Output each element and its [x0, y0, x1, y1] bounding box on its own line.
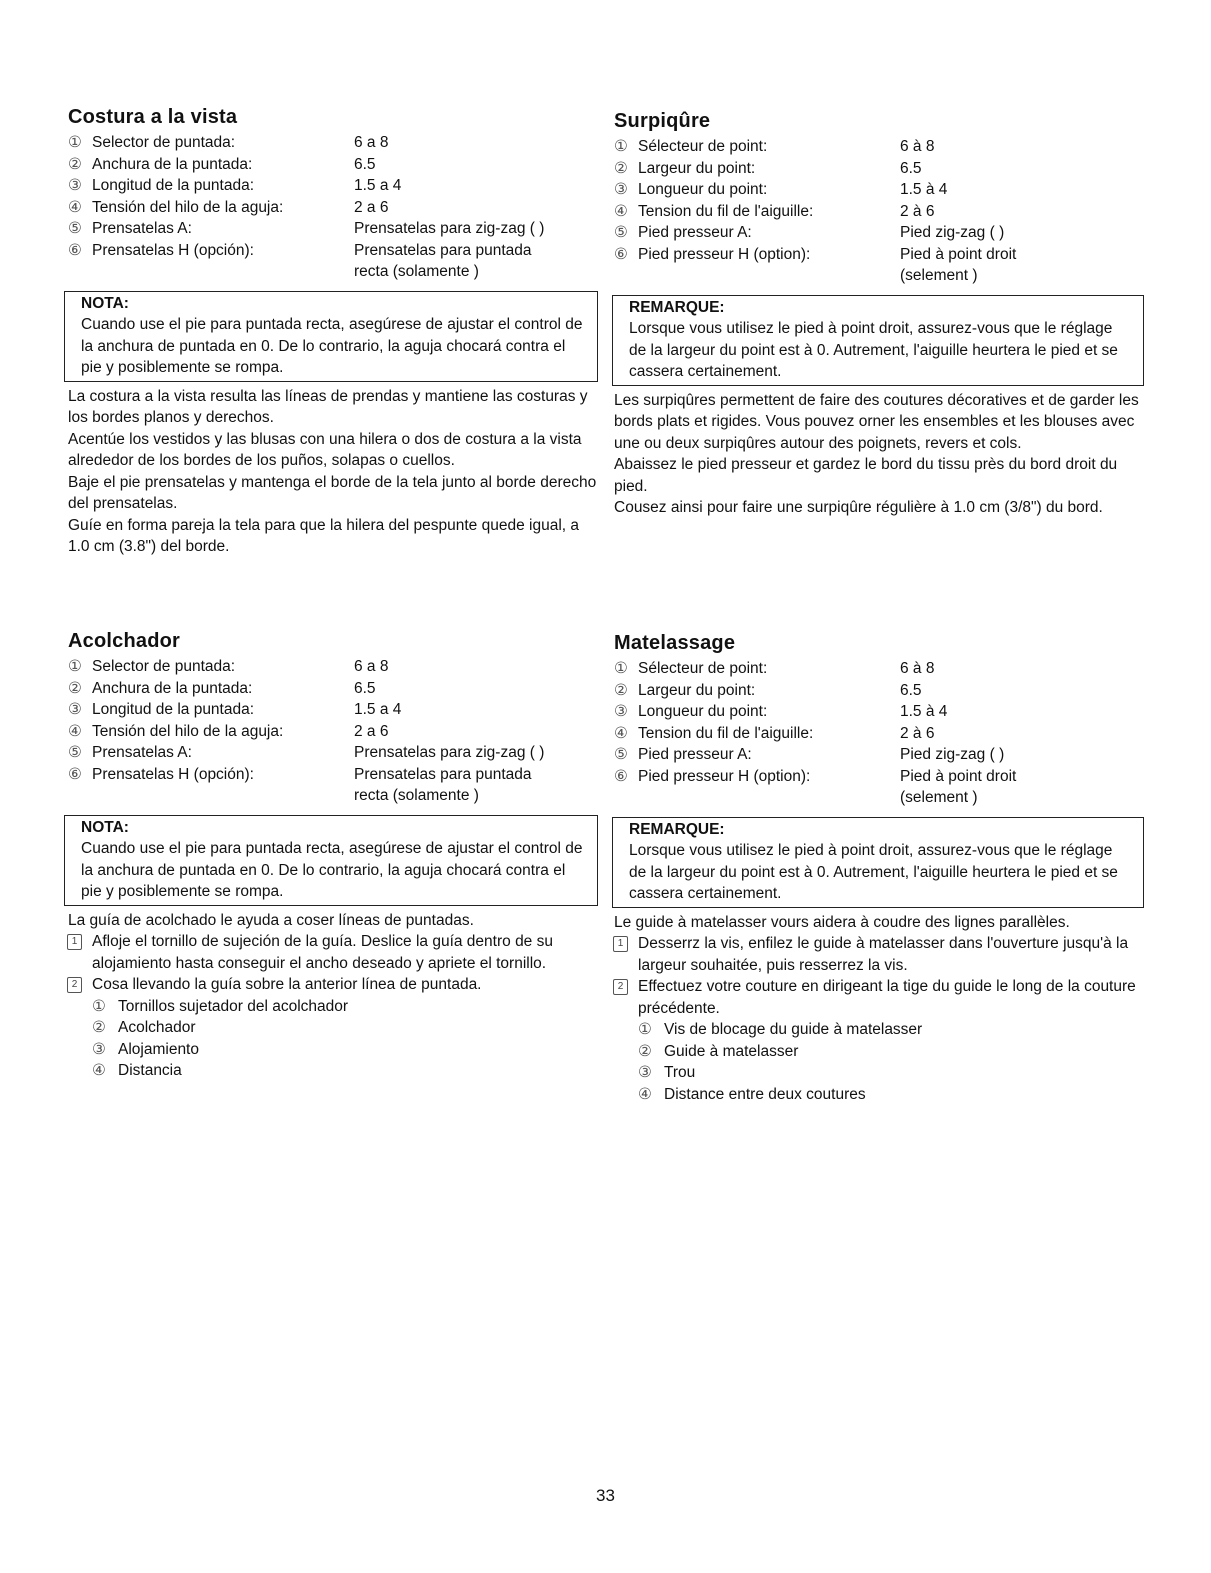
setting-label: Selector de puntada: — [92, 134, 236, 151]
setting-row — [68, 240, 598, 283]
setting-label: Tensión del hilo de la aguja: — [92, 198, 284, 216]
setting-label: Anchura de la puntada: — [92, 155, 253, 173]
section-costura-a-la-vista — [68, 106, 598, 558]
item-number: ⑤ — [614, 224, 628, 241]
item-number: ④ — [68, 722, 82, 740]
setting-value: Prensatelas para puntada recta (solamente ) — [354, 241, 532, 280]
setting-row — [614, 201, 1144, 223]
step-number-icon: 1 — [67, 934, 82, 950]
step-text: Desserrz la vis, enfilez le guide à matelasser dans l'ouverture jusqu'à la largeur souhaitée, puis resserrez la vis. — [638, 935, 1129, 974]
setting-label: Tensión del hilo de la aguja: — [92, 722, 284, 740]
item-number: ④ — [92, 1062, 106, 1079]
section-matelassage — [614, 632, 1144, 1105]
setting-value: Pied zig-zag ( ) — [900, 224, 1005, 241]
setting-row — [614, 680, 1144, 702]
part-text: Trou — [664, 1064, 696, 1081]
part-item — [68, 1060, 598, 1082]
item-number: ③ — [614, 703, 628, 720]
setting-value: Prensatelas para puntada recta (solamente ) — [354, 765, 532, 804]
setting-value: 6.5 — [900, 681, 922, 699]
setting-label: Pied presseur H (option): — [638, 245, 811, 263]
setting-value: Pied zig-zag ( ) — [900, 746, 1005, 763]
setting-value: 1.5 a 4 — [354, 177, 402, 194]
item-number: ⑤ — [614, 746, 628, 763]
setting-row — [68, 154, 598, 176]
paragraph: Abaissez le pied presseur et gardez le bord du tissu près du bord droit du pied. — [614, 456, 1118, 495]
settings-list — [68, 132, 598, 283]
item-number: ① — [68, 134, 82, 151]
steps — [68, 910, 598, 1082]
part-text: Distance entre deux coutures — [664, 1085, 866, 1103]
item-number: ② — [68, 679, 82, 697]
item-number: ④ — [614, 724, 628, 742]
part-item — [614, 1062, 1144, 1084]
part-text: Acolchador — [118, 1019, 196, 1036]
setting-label: Prensatelas A: — [92, 220, 192, 237]
setting-row — [614, 244, 1144, 287]
setting-row — [614, 222, 1144, 244]
setting-value: 1.5 à 4 — [900, 703, 948, 720]
item-number: ③ — [68, 177, 82, 194]
setting-row — [614, 179, 1144, 201]
paragraph: La costura a la vista resulta las líneas de prendas y mantiene las costuras y los bordes planos y derechos. — [68, 387, 588, 426]
steps — [614, 912, 1144, 1106]
setting-value: 2 à 6 — [900, 724, 935, 742]
intro-text: Le guide à matelasser vours aidera à coudre des lignes parallèles. — [614, 913, 1070, 931]
paragraph: Les surpiqûres permettent de faire des coutures décoratives et de garder les bords plats et rigides. Vous pouvez orner les ensembles et les blouses avec une ou deux surpiqûres autour des poignets, revers et cols. — [614, 391, 1139, 452]
item-number: ⑥ — [68, 241, 82, 259]
note-text: Lorsque vous utilisez le pied à point droit, assurez-vous que le réglage de la largeur du point est à 0. Autrement, l'aiguille heurtera le pied et se cassera certainement. — [629, 842, 1118, 902]
step-item — [614, 933, 1144, 976]
setting-value: 6 a 8 — [354, 658, 389, 675]
item-number: ⑥ — [68, 765, 82, 783]
setting-row — [68, 132, 598, 154]
note-box — [64, 815, 598, 906]
setting-label: Anchura de la puntada: — [92, 679, 253, 697]
part-text: Guide à matelasser — [664, 1042, 799, 1060]
part-item — [614, 1084, 1144, 1106]
setting-label: Prensatelas H (opción): — [92, 765, 254, 783]
item-number: ③ — [638, 1064, 652, 1081]
item-number: ② — [614, 159, 628, 177]
setting-value: 6.5 — [354, 155, 376, 173]
setting-label: Sélecteur de point: — [638, 138, 768, 155]
setting-label: Pied presseur A: — [638, 224, 752, 241]
note-text: Cuando use el pie para puntada recta, asegúrese de ajustar el control de la anchura de puntada en 0. De lo contrario, la aguja chocará contra el pie y posiblemente se rompa. — [81, 316, 583, 376]
settings-list — [614, 136, 1144, 287]
step-item — [68, 974, 598, 996]
note-title: NOTA: — [81, 294, 129, 312]
setting-row — [614, 658, 1144, 680]
part-item — [68, 1017, 598, 1039]
note-text: Lorsque vous utilisez le pied à point droit, assurez-vous que le réglage de la largeur du point est à 0. Autrement, l'aiguille heurtera le pied et se cassera certainement. — [629, 320, 1118, 380]
paragraph: Cousez ainsi pour faire une surpiqûre régulière à 1.0 cm (3/8") du bord. — [614, 499, 1103, 516]
item-number: ② — [638, 1042, 652, 1060]
paragraph: Acentúe los vestidos y las blusas con una hilera o dos de costura a la vista alrededor de los bordes de los puños, solapas o cuellos. — [68, 430, 582, 469]
setting-value: 2 à 6 — [900, 202, 935, 220]
body-text — [614, 390, 1144, 519]
paragraph: Baje el pie prensatelas y mantenga el borde de la tela junto al borde derecho del prensatelas. — [68, 473, 597, 512]
item-number: ② — [92, 1019, 106, 1036]
setting-label: Sélecteur de point: — [638, 660, 768, 677]
setting-row — [614, 766, 1144, 809]
item-number: ④ — [638, 1085, 652, 1103]
setting-label: Pied presseur H (option): — [638, 767, 811, 785]
item-number: ④ — [614, 202, 628, 220]
part-item — [614, 1041, 1144, 1063]
section-title: Surpiqûre — [614, 110, 711, 132]
step-number-icon: 2 — [67, 977, 82, 993]
step-item — [68, 931, 598, 974]
setting-row — [68, 175, 598, 197]
note-title: REMARQUE: — [629, 298, 725, 316]
part-item — [68, 996, 598, 1018]
item-number: ③ — [92, 1040, 106, 1058]
step-text: Cosa llevando la guía sobre la anterior línea de puntada. — [92, 976, 482, 993]
setting-row — [614, 701, 1144, 723]
setting-label: Longueur du point: — [638, 703, 768, 720]
note-title: NOTA: — [81, 818, 129, 836]
setting-row — [614, 723, 1144, 745]
section-surpiqure — [614, 110, 1144, 519]
setting-value: 6 a 8 — [354, 134, 389, 151]
setting-label: Largeur du point: — [638, 681, 756, 699]
setting-row — [614, 744, 1144, 766]
setting-label: Longitud de la puntada: — [92, 177, 255, 194]
section-title: Acolchador — [68, 630, 181, 652]
part-text: Tornillos sujetador del acolchador — [118, 997, 349, 1015]
item-number: ② — [614, 681, 628, 699]
part-item — [68, 1039, 598, 1061]
setting-value: Pied à point droit (selement ) — [900, 767, 1017, 806]
paragraph: Guíe en forma pareja la tela para que la hilera del pespunte quede igual, a 1.0 cm (3.8") del borde. — [68, 516, 579, 555]
section-title: Matelassage — [614, 632, 736, 654]
item-number: ① — [638, 1021, 652, 1038]
setting-label: Longueur du point: — [638, 181, 768, 198]
setting-label: Tension du fil de l'aiguille: — [638, 724, 814, 742]
setting-label: Selector de puntada: — [92, 658, 236, 675]
note-box — [612, 817, 1144, 908]
setting-label: Tension du fil de l'aiguille: — [638, 202, 814, 220]
part-item — [614, 1019, 1144, 1041]
setting-value: 6.5 — [900, 159, 922, 177]
settings-list — [614, 658, 1144, 809]
item-number: ③ — [614, 181, 628, 198]
item-number: ① — [614, 138, 628, 155]
item-number: ② — [68, 155, 82, 173]
item-number: ③ — [68, 701, 82, 718]
step-text: Effectuez votre couture en dirigeant la tige du guide le long de la couture précédente. — [638, 978, 1136, 1017]
setting-value: 6 à 8 — [900, 660, 935, 677]
intro-text: La guía de acolchado le ayuda a coser líneas de puntadas. — [68, 911, 474, 929]
setting-value: Pied à point droit (selement ) — [900, 245, 1017, 284]
setting-row — [614, 136, 1144, 158]
setting-label: Largeur du point: — [638, 159, 756, 177]
item-number: ⑤ — [68, 220, 82, 237]
setting-label: Longitud de la puntada: — [92, 701, 255, 718]
setting-value: 1.5 a 4 — [354, 701, 402, 718]
step-item — [614, 976, 1144, 1019]
setting-value: 6 à 8 — [900, 138, 935, 155]
setting-row — [68, 678, 598, 700]
setting-value: Prensatelas para zig-zag ( ) — [354, 220, 545, 237]
item-number: ① — [614, 660, 628, 677]
setting-row — [68, 197, 598, 219]
body-text — [68, 386, 598, 558]
setting-value: 6.5 — [354, 679, 376, 697]
setting-row — [68, 721, 598, 743]
setting-value: Prensatelas para zig-zag ( ) — [354, 744, 545, 761]
note-box — [64, 291, 598, 382]
setting-row — [68, 699, 598, 721]
step-text: Afloje el tornillo de sujeción de la guía. Deslice la guía dentro de su alojamiento hasta conseguir el ancho deseado y apriete el tornillo. — [92, 933, 553, 972]
setting-value: 2 a 6 — [354, 722, 389, 740]
page-number: 33 — [596, 1486, 615, 1505]
setting-row — [68, 656, 598, 678]
setting-label: Prensatelas A: — [92, 744, 192, 761]
setting-value: 2 a 6 — [354, 198, 389, 216]
note-text: Cuando use el pie para puntada recta, asegúrese de ajustar el control de la anchura de puntada en 0. De lo contrario, la aguja chocará contra el pie y posiblemente se rompa. — [81, 840, 583, 900]
setting-label: Pied presseur A: — [638, 746, 752, 763]
setting-value: 1.5 à 4 — [900, 181, 948, 198]
note-title: REMARQUE: — [629, 820, 725, 838]
item-number: ⑥ — [614, 245, 628, 263]
item-number: ④ — [68, 198, 82, 216]
section-title: Costura a la vista — [68, 106, 238, 128]
setting-row — [68, 764, 598, 807]
item-number: ⑤ — [68, 744, 82, 761]
part-text: Distancia — [118, 1062, 182, 1079]
part-text: Vis de blocage du guide à matelasser — [664, 1021, 923, 1038]
step-number-icon: 1 — [613, 936, 628, 952]
step-number-icon: 2 — [613, 979, 628, 995]
setting-row — [68, 218, 598, 240]
section-acolchador — [68, 630, 598, 1082]
item-number: ① — [68, 658, 82, 675]
setting-label: Prensatelas H (opción): — [92, 241, 254, 259]
part-text: Alojamiento — [118, 1040, 199, 1058]
setting-row — [614, 158, 1144, 180]
note-box — [612, 295, 1144, 386]
item-number: ⑥ — [614, 767, 628, 785]
setting-row — [68, 742, 598, 764]
item-number: ① — [92, 997, 106, 1015]
settings-list — [68, 656, 598, 807]
